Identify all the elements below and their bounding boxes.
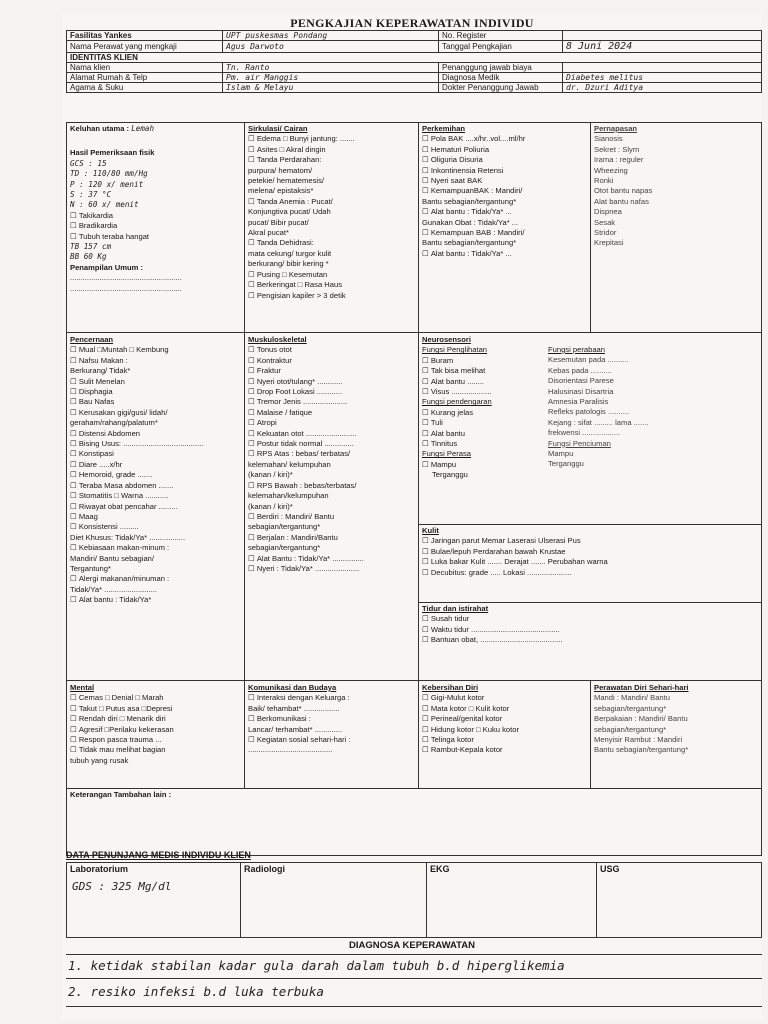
penampilan-dots: ..................................................... <box>70 283 182 293</box>
muskuloskeletal-section <box>248 335 416 574</box>
list-item[interactable]: ☐ Tinnitus <box>422 439 542 449</box>
penunjang-title: DATA PENUNJANG MEDIS INDIVIDU KLIEN <box>66 850 251 860</box>
list-item: frekwensi .................. <box>548 428 621 438</box>
list-item[interactable]: ☐ Alat Bantu : Tidak/Ya* ............... <box>248 554 416 564</box>
list-item: Sesak <box>594 217 616 227</box>
list-item[interactable]: ☐ Hemoroid, grade ....... <box>70 470 242 480</box>
list-item[interactable]: ☐ Berkeringat □ Rasa Haus <box>248 280 416 290</box>
list-item: melena/ epistaksis* <box>248 186 314 196</box>
list-item: purpura/ hematom/ <box>248 165 313 175</box>
perabaan-title: Fungsi perabaan <box>548 345 605 354</box>
list-item: Mampu <box>548 449 574 459</box>
alamat-label: Alamat Rumah & Telp <box>67 73 223 83</box>
list-item[interactable]: ☐ Tanda Dehidrasi: <box>248 238 416 248</box>
list-item: (kanan / kiri)* <box>248 501 293 511</box>
list-item[interactable]: ☐ Cemas □ Denial □ Marah <box>70 693 242 703</box>
grid-divider <box>590 122 591 332</box>
list-item[interactable]: ☐ Hematuri Poliuria <box>422 145 588 155</box>
list-item: Tidak/Ya* ......................... <box>70 584 157 594</box>
list-item[interactable]: ☐ Pola BAK ....x/hr..vol....ml/hr <box>422 134 588 144</box>
list-item: Tergantung* <box>70 563 111 573</box>
list-item: Halusinasi Disartria <box>548 386 614 396</box>
list-item[interactable]: ☐ Atropi <box>248 418 416 428</box>
tanggal-value: 8 Juni 2024 <box>563 41 762 53</box>
perawatan-title: Perawatan Diri Sehari-hari <box>594 683 689 692</box>
form-title: PENGKAJIAN KEPERAWATAN INDIVIDU <box>290 16 534 30</box>
keterangan-label: Keterangan Tambahan lain : <box>70 790 172 799</box>
list-item[interactable]: ☐ Fraktur <box>248 366 416 376</box>
list-item[interactable]: ☐ Stomatitis □ Warna ........... <box>70 491 242 501</box>
td-value: TD : 110/80 mm/Hg <box>70 169 148 179</box>
grid-divider <box>66 1006 762 1007</box>
list-item: Otot bantu napas <box>594 186 653 196</box>
list-item[interactable]: ☐ RPS Atas : bebas/ terbatas/ <box>248 449 416 459</box>
list-item[interactable]: ☐ Riwayat obat pencahar ......... <box>70 502 242 512</box>
header-table <box>66 30 762 93</box>
list-item[interactable]: ☐ Respon pasca trauma ... <box>70 735 242 745</box>
diagnosa-label: Diagnosa Medik <box>439 73 563 83</box>
list-item[interactable]: ☐ Nafsu Makan : <box>70 356 242 366</box>
list-item[interactable]: ☐ Buram <box>422 356 542 366</box>
diagnosa-line-2: 2. resiko infeksi b.d luka terbuka <box>68 984 324 999</box>
neuro-title: Neurosensori <box>422 335 471 344</box>
list-item[interactable]: ☐ Berdiri : Mandiri/ Bantu <box>248 512 416 522</box>
list-item[interactable]: ☐ Kegiatan sosial sehari-hari : <box>248 735 416 745</box>
keluhan-label: Keluhan utama : <box>70 124 130 133</box>
penampilan-dots: ..................................................... <box>70 273 182 283</box>
grid-divider <box>596 862 597 938</box>
list-item[interactable]: ☐ Oliguria Disuria <box>422 155 588 165</box>
list-item: Kebas pada .......... <box>548 365 612 375</box>
list-item: Baik/ tehambat* ................. <box>248 703 340 713</box>
list-item: Akral pucat* <box>248 228 289 238</box>
sirkulasi-title: Sirkulasi/ Cairan <box>248 124 308 133</box>
list-item: Stridor <box>594 228 617 238</box>
list-item[interactable]: ☐ Nyeri : Tidak/Ya* ..................... <box>248 564 416 574</box>
list-item[interactable]: ☐ Bulae/lepuh Perdarahan bawah Krustae <box>422 547 760 557</box>
list-item: ........................................ <box>248 745 333 755</box>
neuro-left <box>422 335 542 481</box>
list-item[interactable]: ☐ Waktu tidur .......................................... <box>422 625 760 635</box>
komunikasi-title: Komunikasi dan Budaya <box>248 683 337 692</box>
list-item[interactable]: ☐ Inkontinensia Retensi <box>422 166 588 176</box>
list-item[interactable]: ☐ Gigi-Mulut kotor <box>422 693 588 703</box>
list-item: pucat/ Bibir pucat/ <box>248 217 309 227</box>
list-item: Wheezing <box>594 165 628 175</box>
list-item: mata cekung/ turgor kulit <box>248 248 332 258</box>
tidur-section <box>422 604 760 646</box>
fasilitas-label: Fasilitas Yankes <box>67 31 223 41</box>
grid-divider <box>244 680 245 788</box>
list-item[interactable]: ☐ KemampuanBAK : Mandiri/ <box>422 186 588 196</box>
list-item: Terganggu <box>548 459 584 469</box>
list-item[interactable]: ☐ Bantuan obat, ....................................... <box>422 635 760 645</box>
assessment-form <box>62 14 762 1020</box>
grid-divider <box>418 524 762 525</box>
pendengaran-title: Fungsi pendengaran <box>422 397 492 407</box>
list-item: berkurang/ bibir kering * <box>248 259 329 269</box>
dokter-label: Dokter Penanggung Jawab <box>439 83 563 93</box>
list-item: Mandiri/ Bantu sebagian/ <box>70 553 155 563</box>
list-item: tubuh yang rusak <box>70 755 129 765</box>
register-value <box>563 31 762 41</box>
perawat-label: Nama Perawat yang mengkaji <box>67 41 223 53</box>
mental-title: Mental <box>70 683 95 692</box>
list-item[interactable]: ☐ Telinga kotor <box>422 735 588 745</box>
kulit-section <box>422 526 760 578</box>
list-item[interactable]: ☐ Tanda Anemia : Pucat/ <box>248 197 416 207</box>
list-item[interactable]: ☐ Agresif □Perilaku kekerasan <box>70 725 242 735</box>
list-item[interactable]: ☐ Interaksi dengan Keluarga : <box>248 693 416 703</box>
grid-divider <box>66 788 762 789</box>
list-item: (kanan / kiri)* <box>248 470 293 480</box>
list-item: Krepitasi <box>594 238 624 248</box>
list-item[interactable]: ☐ Tidak mau melihat bagian <box>70 745 242 755</box>
grid-divider <box>418 602 762 603</box>
kebersihan-section <box>422 683 588 756</box>
list-item: geraham/rahang/palatum* <box>70 418 158 428</box>
list-item[interactable]: ☐ Tonus otot <box>248 345 416 355</box>
list-item[interactable]: ☐ Kurang jelas <box>422 408 542 418</box>
perawatan-section <box>594 683 760 756</box>
tidur-title: Tidur dan istirahat <box>422 604 489 613</box>
lab-value: GDS : 325 Mg/dl <box>72 880 172 893</box>
grid-divider <box>426 862 427 938</box>
list-item[interactable]: ☐ Tuli <box>422 418 542 428</box>
diagnosa-line-1: 1. ketidak stabilan kadar gula darah dalam tubuh b.d hiperglikemia <box>68 958 565 973</box>
bradikardia-item[interactable]: ☐ Bradikardia <box>70 221 242 231</box>
penanggung-label: Penanggung jawab biaya <box>439 63 563 73</box>
list-item[interactable]: ☐ Kekuatan otot ........................ <box>248 429 416 439</box>
list-item[interactable]: ☐ Rendah diri □ Menarik diri <box>70 714 242 724</box>
pencernaan-title: Pencernaan <box>70 335 114 344</box>
list-item: Disorientasi Parese <box>548 376 614 386</box>
list-item: sebagian/tergantung* <box>248 522 321 532</box>
ekg-label: EKG <box>430 864 450 874</box>
kulit-title: Kulit <box>422 526 439 535</box>
list-item[interactable]: ☐ Alat bantu <box>422 429 542 439</box>
penglihatan-title: Fungsi Penglihatan <box>422 345 488 355</box>
list-item[interactable]: ☐ Hidung kotor □ Kuku kotor <box>422 725 588 735</box>
bb-value: BB 60 Kg <box>70 252 107 262</box>
grid-divider <box>418 680 419 788</box>
komunikasi-section <box>248 683 416 756</box>
list-item: Ronki <box>594 176 614 186</box>
list-item: Menyisir Rambut : Mandiri <box>594 735 683 745</box>
kebersihan-title: Kebersihan Diri <box>422 683 479 692</box>
list-item[interactable]: ☐ Sulit Menelan <box>70 377 242 387</box>
list-item: Kesemutan pada .......... <box>548 355 629 365</box>
list-item[interactable]: ☐ Luka bakar Kulit ....... Derajat ....... Perubahan warna <box>422 557 760 567</box>
mental-section <box>70 683 242 766</box>
list-item: Sianosis <box>594 134 623 144</box>
p-value: P : 120 x/ menit <box>70 179 144 189</box>
list-item[interactable]: ☐ Disphagia <box>70 387 242 397</box>
penampilan-label: Penampilan Umum : <box>70 262 143 272</box>
list-item: Kejang : sifat ......... lama ....... <box>548 417 649 427</box>
list-item[interactable]: ☐ Distensi Abdomen <box>70 429 242 439</box>
usg-label: USG <box>600 864 620 874</box>
hasil-label: Hasil Pemeriksaan fisik <box>70 148 155 158</box>
list-item[interactable]: ☐ Kontraktur <box>248 356 416 366</box>
nama-label: Nama klien <box>67 63 223 73</box>
list-item[interactable]: ☐ Konsistensi ......... <box>70 522 242 532</box>
perawat-value: Agus Darwoto <box>223 41 439 53</box>
list-item[interactable]: ☐ Rambut-Kepala kotor <box>422 745 588 755</box>
radiologi-label: Radiologi <box>244 864 285 874</box>
list-item: Bantu sebagian/tergantung* <box>422 196 517 206</box>
pernapasan-section <box>594 124 760 249</box>
list-item[interactable]: ☐ Kerusakan gigi/gusi/ lidah/ <box>70 408 242 418</box>
list-item[interactable]: ☐ Mampu <box>422 460 542 470</box>
list-item: Konjungtiva pucat/ Udah <box>248 207 331 217</box>
list-item: sebagian/tergantung* <box>594 724 667 734</box>
list-item[interactable]: ☐ Nyeri otot/tulang* ............ <box>248 377 416 387</box>
grid-divider <box>240 862 241 938</box>
list-item: Mandi : Mandiri/ Bantu <box>594 693 670 703</box>
nama-value: Tn. Ranto <box>223 63 439 73</box>
tubuh-hangat-item[interactable]: ☐ Tubuh teraba hangat <box>70 232 242 242</box>
list-item[interactable]: ☐ Pusing □ Kesemutan <box>248 270 416 280</box>
penunjang-grid <box>66 862 762 938</box>
perkemihan-section <box>422 124 588 259</box>
identitas-title: IDENTITAS KLIEN <box>67 53 762 63</box>
list-item[interactable]: ☐ Alat bantu : Tidak/Ya* ... <box>422 249 588 259</box>
list-item: kelemahan/ kelumpuhan <box>248 459 331 469</box>
list-item[interactable]: ☐ Malaise / fatique <box>248 408 416 418</box>
alamat-value: Pm. air Manggis <box>223 73 439 83</box>
list-item[interactable]: ☐ Kemampuan BAB : Mandiri/ <box>422 228 588 238</box>
list-item[interactable]: ☐ Maag <box>70 512 242 522</box>
grid-divider <box>66 332 762 333</box>
perasa-title: Fungsi Perasa <box>422 449 471 459</box>
list-item[interactable]: ☐ Bising Usus: ...................................... <box>70 439 242 449</box>
list-item[interactable]: ☐ Edema □ Bunyi jantung: ....... <box>248 134 416 144</box>
register-label: No. Register <box>439 31 563 41</box>
grid-divider <box>590 680 591 788</box>
grid-divider <box>418 122 419 692</box>
agama-label: Agama & Suku <box>67 83 223 93</box>
list-item[interactable]: Terganggu <box>432 470 468 480</box>
list-item[interactable]: ☐ Mual □Muntah □ Kembung <box>70 345 242 355</box>
grid-divider <box>66 978 762 979</box>
list-item[interactable]: ☐ Teraba Masa abdomen ....... <box>70 481 242 491</box>
list-item: Berkurang/ Tidak* <box>70 366 131 376</box>
list-item[interactable]: ☐ Tanda Perdarahan: <box>248 155 416 165</box>
list-item[interactable]: ☐ Berjalan : Mandiri/Bantu <box>248 533 416 543</box>
sirkulasi-section <box>248 124 416 301</box>
list-item[interactable]: ☐ Drop Foot Lokasi ............ <box>248 387 416 397</box>
list-item: Irama : reguler <box>594 155 644 165</box>
neuro-right <box>548 345 760 470</box>
list-item: petekie/ hematemesis/ <box>248 176 324 186</box>
keluhan-section <box>70 124 242 294</box>
gcs-value: GCS : 15 <box>70 158 107 168</box>
list-item: Dispnea <box>594 207 622 217</box>
grid-divider <box>66 954 762 955</box>
list-item[interactable]: ☐ Pengisian kapiler > 3 detik <box>248 291 416 301</box>
lab-label: Laboratorium <box>70 864 129 874</box>
list-item: Sekret : Slym <box>594 144 640 154</box>
diagnosa-title: DIAGNOSA KEPERAWATAN <box>349 940 475 951</box>
takikardia-item[interactable]: ☐ Takikardia <box>70 211 242 221</box>
n-value: N : 60 x/ menit <box>70 200 139 210</box>
diagnosa-value: Diabetes melitus <box>563 73 762 83</box>
grid-divider <box>66 680 762 681</box>
list-item[interactable]: ☐ Nyeri saat BAK <box>422 176 588 186</box>
list-item: Diet Khusus: Tidak/Ya* ................. <box>70 532 186 542</box>
penciuman-title: Fungsi Penciuman <box>548 438 611 448</box>
list-item[interactable]: ☐ Berkomunikasi : <box>248 714 416 724</box>
list-item: sebagian/tergantung* <box>594 703 667 713</box>
list-item[interactable]: ☐ Takut □ Putus asa □Depresi <box>70 704 242 714</box>
tanggal-label: Tanggal Pengkajian <box>439 41 563 53</box>
list-item: Amnesia Paralisis <box>548 397 609 407</box>
fasilitas-value: UPT puskesmas Pondang <box>223 31 439 41</box>
s-value: S : 37 °C <box>70 190 112 200</box>
list-item: Berpakaian : Mandiri/ Bantu <box>594 714 688 724</box>
list-item[interactable]: ☐ Mata kotor □ Kulit kotor <box>422 704 588 714</box>
pernapasan-title: Pernapasan <box>594 124 638 133</box>
list-item[interactable]: ☐ Bau Nafas <box>70 397 242 407</box>
tb-value: TB 157 cm <box>70 242 112 252</box>
list-item[interactable]: ☐ RPS Bawah : bebas/terbatas/ <box>248 481 416 491</box>
list-item[interactable]: ☐ Jaringan parut Memar Laserasi Ulserasi Pus <box>422 536 760 546</box>
pencernaan-section <box>70 335 242 606</box>
list-item[interactable]: ☐ Tak bisa melihat <box>422 366 542 376</box>
list-item[interactable]: ☐ Diare .....x/hr <box>70 460 242 470</box>
list-item[interactable]: ☐ Visus ................... <box>422 387 542 397</box>
list-item: Gunakan Obat : Tidak/Ya* ... <box>422 217 519 227</box>
list-item[interactable]: ☐ Kebiasaan makan-minum : <box>70 543 242 553</box>
list-item: Refleks patologis .......... <box>548 407 630 417</box>
list-item[interactable]: ☐ Alergi makanan/minuman : <box>70 574 242 584</box>
list-item[interactable]: ☐ Alat bantu : Tidak/Ya* <box>70 595 242 605</box>
list-item[interactable]: ☐ Tremor Jenis ..................... <box>248 397 416 407</box>
list-item: sebagian/tergantung* <box>248 543 321 553</box>
musko-title: Muskuloskeletal <box>248 335 307 344</box>
perkemihan-title: Perkemihan <box>422 124 466 133</box>
list-item: kelemahan/kelumpuhan <box>248 491 329 501</box>
list-item[interactable]: ☐ Decubitus: grade ..... Lokasi ..................... <box>422 568 760 578</box>
keluhan-value: Lemah <box>131 124 155 133</box>
grid-divider <box>244 122 245 692</box>
penanggung-value <box>563 63 762 73</box>
list-item: Alat bantu nafas <box>594 196 649 206</box>
list-item: Bantu sebagian/tergantung* <box>422 238 517 248</box>
list-item[interactable]: ☐ Perineal/genital kotor <box>422 714 588 724</box>
list-item[interactable]: ☐ Susah tidur <box>422 614 760 624</box>
list-item[interactable]: ☐ Postur tidak normal .............. <box>248 439 416 449</box>
list-item[interactable]: ☐ Alat bantu ........ <box>422 377 542 387</box>
list-item: Lancar/ terhambat* ............. <box>248 724 343 734</box>
dokter-value: dr. Dzuri Aditya <box>563 83 762 93</box>
agama-value: Islam & Melayu <box>223 83 439 93</box>
list-item[interactable]: ☐ Konstipasi <box>70 449 242 459</box>
list-item[interactable]: ☐ Alat bantu : Tidak/Ya* ... <box>422 207 588 217</box>
list-item: Bantu sebagian/tergantung* <box>594 745 689 755</box>
list-item[interactable]: ☐ Asites □ Akral dingin <box>248 145 416 155</box>
